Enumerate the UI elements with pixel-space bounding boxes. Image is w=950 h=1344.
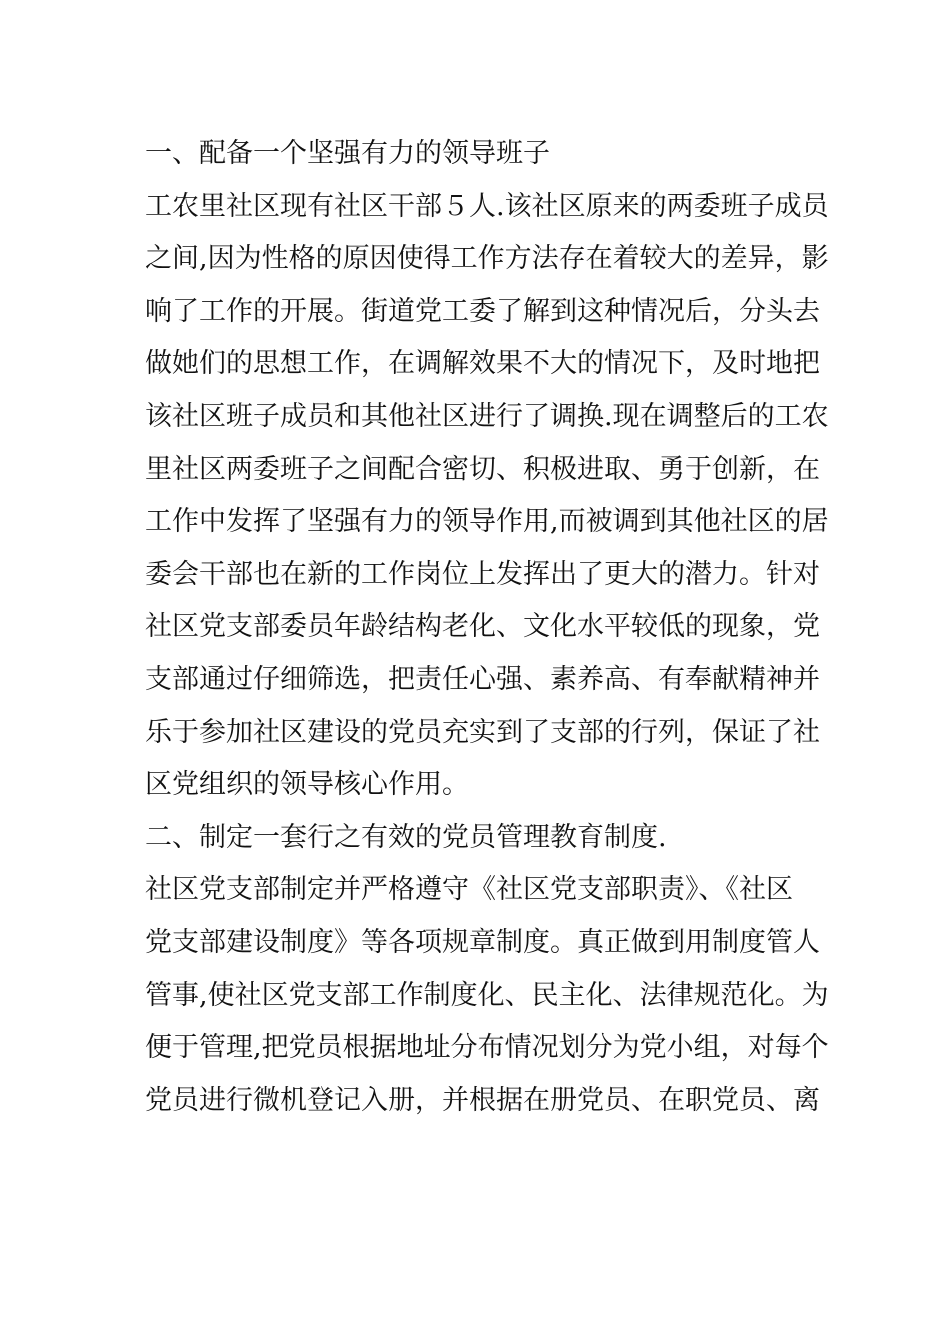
paragraph-line: 里社区两委班子之间配合密切、积极进取、勇于创新，在 [145,453,820,485]
paragraph-line: 该社区班子成员和其他社区进行了调换.现在调整后的工农 [145,400,829,432]
paragraph-line: 社区党支部委员年龄结构老化、文化水平较低的现象，党 [145,611,820,643]
paragraph-line: 乐于参加社区建设的党员充实到了支部的行列，保证了社 [145,716,820,748]
section-heading: 一、配备一个坚强有力的领导班子 [145,138,550,169]
paragraph-line: 区党组织的领导核心作用。 [145,769,469,801]
paragraph-line: 党支部建设制度》等各项规章制度。真正做到用制度管人 [145,926,820,958]
paragraph-line: 做她们的思想工作，在调解效果不大的情况下，及时地把 [145,348,820,380]
paragraph-line: 支部通过仔细筛选，把责任心强、素养高、有奉献精神并 [145,663,820,695]
paragraph-line: 之间,因为性格的原因使得工作方法存在着较大的差异，影 [145,243,829,275]
paragraph-line: 工作中发挥了坚强有力的领导作用,而被调到其他社区的居 [145,506,829,538]
paragraph-line: 管事,使社区党支部工作制度化、民主化、法律规范化。为 [145,979,829,1011]
paragraph-line: 工农里社区现有社区干部５人.该社区原来的两委班子成员 [145,190,829,222]
paragraph-line: 便于管理,把党员根据地址分布情况划分为党小组，对每个 [145,1032,829,1064]
paragraph-line: 响了工作的开展。街道党工委了解到这种情况后，分头去 [145,295,820,327]
paragraph-line: 社区党支部制定并严格遵守《社区党支部职责》、《社区 [145,874,793,906]
paragraph-line: 党员进行微机登记入册，并根据在册党员、在职党员、离 [145,1084,820,1116]
document-body [145,128,829,1127]
section-heading: 二、制定一套行之有效的党员管理教育制度. [145,821,667,853]
paragraph-line: 委会干部也在新的工作岗位上发挥出了更大的潜力。针对 [145,558,820,590]
